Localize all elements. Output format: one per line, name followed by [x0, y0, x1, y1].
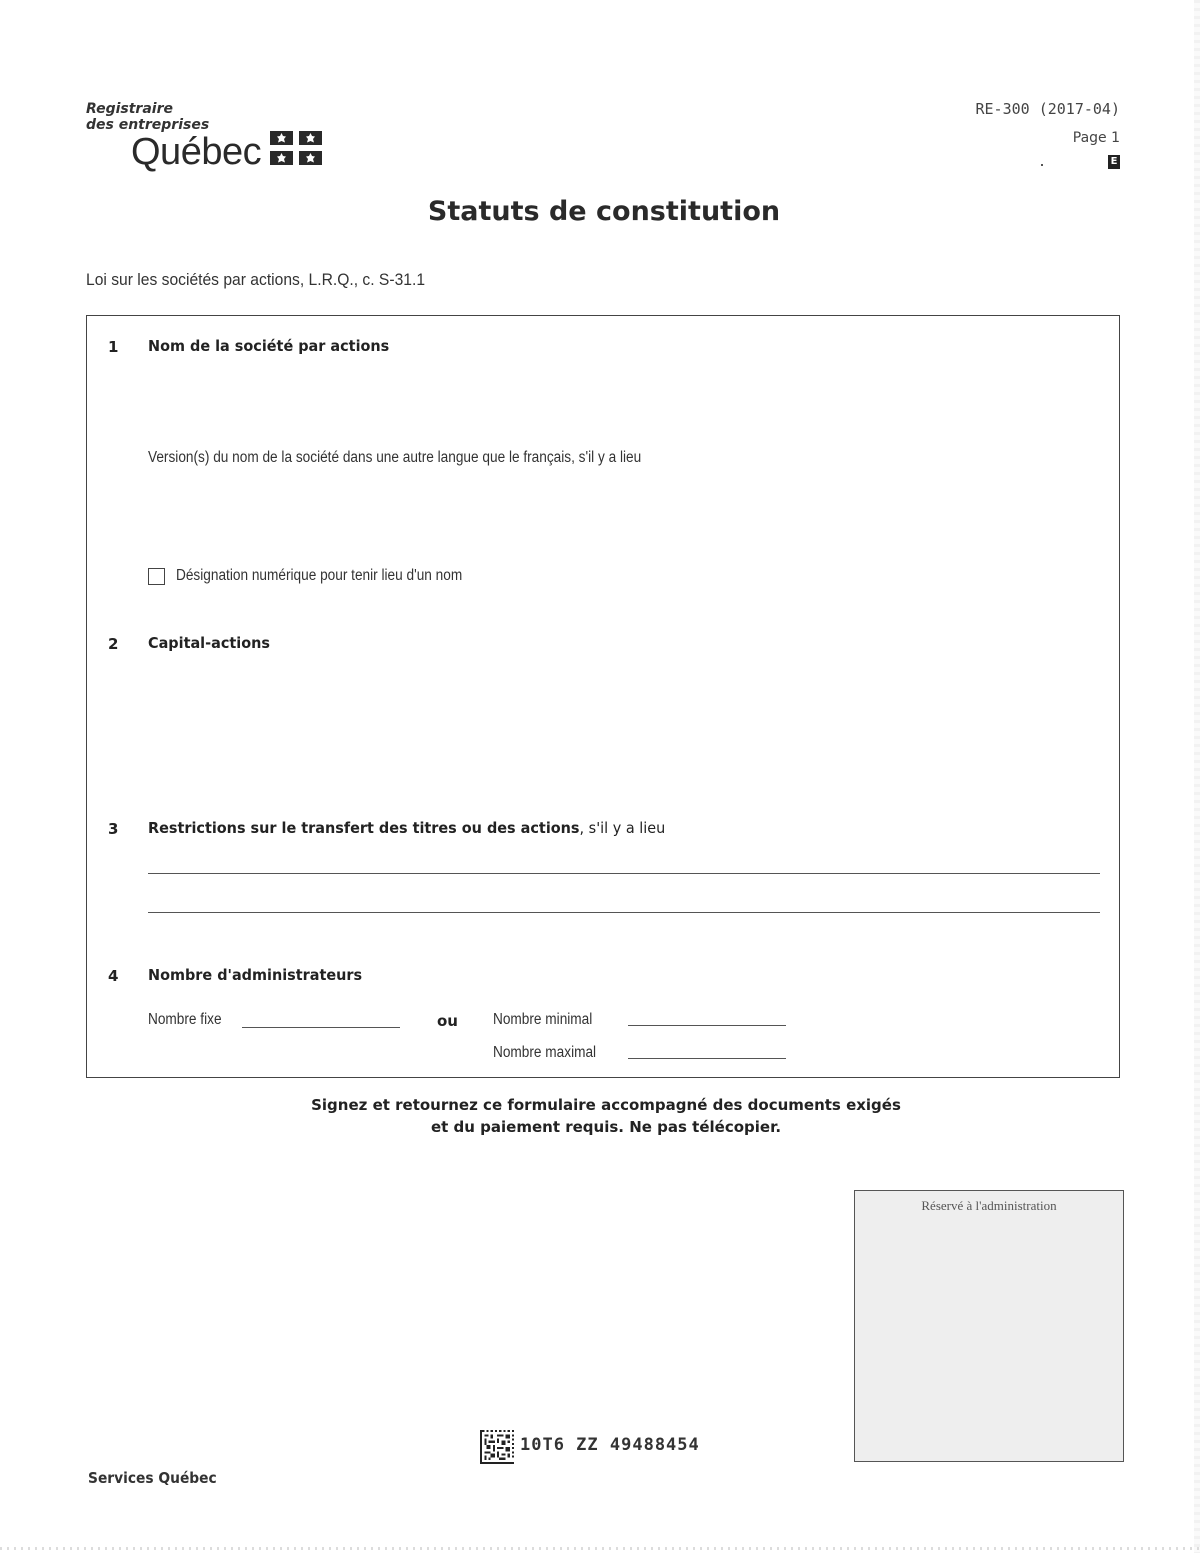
section-4-number: 4 [108, 967, 119, 985]
footer-services-quebec: Services Québec [88, 1469, 217, 1487]
section-1-title: Nom de la société par actions [148, 337, 390, 355]
page-title: Statuts de constitution [427, 196, 781, 227]
scan-edge-artifact [1194, 0, 1200, 1553]
section-1-number: 1 [108, 338, 119, 356]
form-code: RE-300 (2017-04) [975, 100, 1120, 118]
maximum-number-label: Nombre maximal [493, 1044, 597, 1061]
logo-quebec-wordmark: Québec [131, 131, 262, 173]
logo-des-entreprises: des entreprises [86, 117, 210, 133]
admin-reserved-label: Réservé à l'administration [921, 1198, 1057, 1213]
fixed-number-field[interactable] [242, 1027, 400, 1028]
scan-bottom-artifact [0, 1547, 1200, 1550]
section-3-title-main: Restrictions sur le transfert des titres ou des actions [148, 819, 580, 837]
logo-registraire: Registraire [86, 101, 173, 117]
section-2-title: Capital-actions [148, 634, 270, 652]
law-reference: Loi sur les sociétés par actions, L.R.Q., c. S-31.1 [86, 270, 426, 289]
section-3-number: 3 [108, 820, 119, 838]
page-number: Page 1 [1072, 130, 1120, 146]
numeric-designation-checkbox[interactable] [148, 568, 165, 585]
instructions-line-1: Signez et retournez ce formulaire accompagné des documents exigés [311, 1096, 901, 1114]
admin-reserved-box [854, 1190, 1124, 1462]
maximum-number-field[interactable] [628, 1058, 786, 1059]
or-label: ou [437, 1012, 458, 1030]
minimum-number-label: Nombre minimal [493, 1011, 593, 1028]
restrictions-line-2[interactable] [148, 912, 1100, 913]
other-language-name-label: Version(s) du nom de la société dans une autre langue que le français, s'il y a lieu [148, 449, 642, 466]
fixed-number-label: Nombre fixe [148, 1011, 222, 1028]
section-4-title: Nombre d'administrateurs [148, 966, 363, 984]
form-box [86, 315, 1120, 1078]
document-code: 10T6 ZZ 49488454 [520, 1435, 700, 1455]
restrictions-line-1[interactable] [148, 873, 1100, 874]
quebec-flag-icon [270, 131, 322, 165]
numeric-designation-label: Désignation numérique pour tenir lieu d'un nom [176, 567, 463, 584]
language-badge: E [1108, 155, 1120, 169]
section-2-number: 2 [108, 635, 119, 653]
scan-speck [1041, 164, 1043, 166]
datamatrix-barcode-icon [480, 1430, 514, 1464]
instructions [0, 1094, 1200, 1138]
section-3-title [148, 819, 665, 837]
instructions-line-2: et du paiement requis. Ne pas télécopier. [430, 1118, 782, 1136]
section-3-title-suffix: , s'il y a lieu [579, 819, 666, 837]
minimum-number-field[interactable] [628, 1025, 786, 1026]
